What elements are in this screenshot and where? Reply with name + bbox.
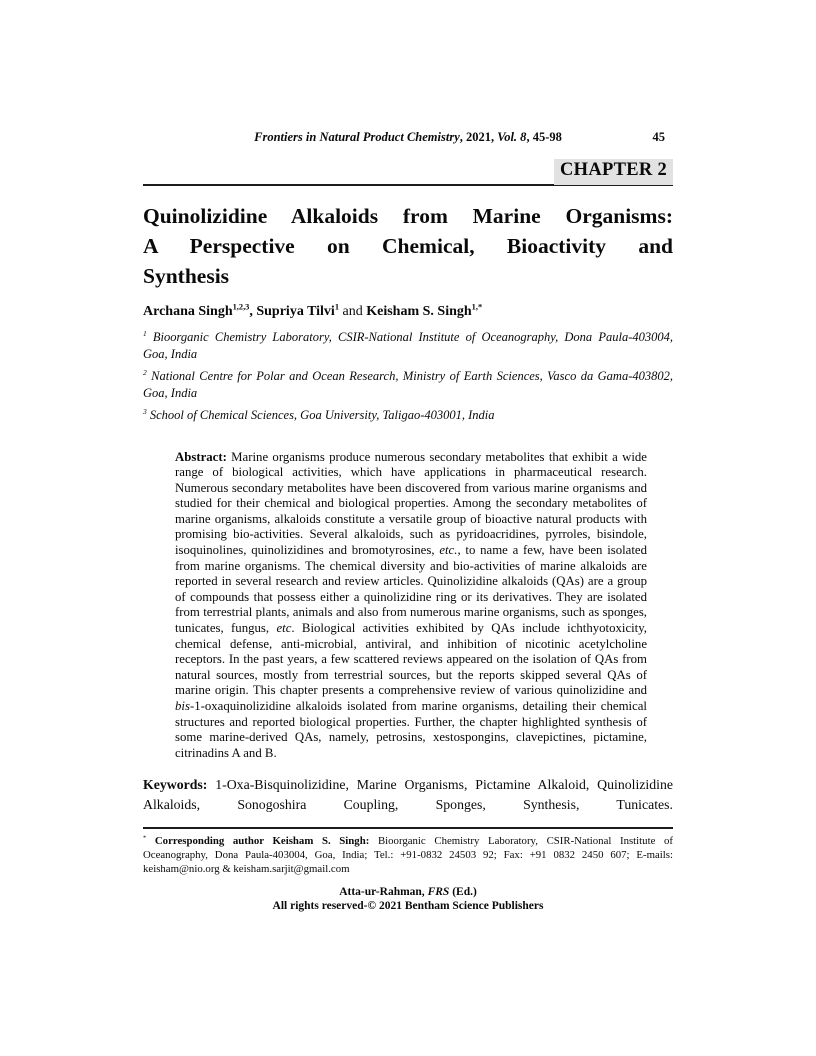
affiliation-2-text: National Centre for Polar and Ocean Research, Ministry of Earth Sciences, Vasco da Gama-403802, Goa, India [143,369,673,400]
keywords-text: 1-Oxa-Bisquinolizidine, Marine Organisms, Pictamine Alkaloid, Quinolizidine Alkaloids, Sonogoshira Coupling, Sponges, Synthesis, Tunicates. [143,777,673,813]
affiliation-3-marker: 3 [143,406,147,416]
keywords-label: Keywords: [143,777,208,793]
running-header [143,130,673,146]
abstract-text-2: , to name a few, have been isolated from marine organisms. The chemical diversity and bio-activities of marine alkaloids are reported in several research and review articles. Quinolizidine alkaloids (QAs) are a group of compounds that possess either a quinolizidine ring or its derivatives. They are isolated from terrestrial plants, animals and also from numerous marine organisms, such as sponges, tunicates, fungus, [175,543,647,636]
editor-name: Atta-ur-Rahman, [339,886,428,899]
affiliation-2-marker: 2 [143,367,147,377]
abstract-italic-etc-2: etc [276,621,292,636]
header-rule [143,159,673,186]
affiliation-2 [143,368,673,401]
author-name-2: Supriya Tilvi [256,304,335,319]
journal-volume: Vol. 8 [497,130,527,144]
chapter-title [143,201,673,291]
author-2-affil-marks: 1 [334,302,340,312]
author-separator: , [249,304,257,319]
affiliations [143,329,673,424]
chapter-title-line-2: A Perspective on Chemical, Bioactivity and [143,234,673,258]
author-name-3: Keisham S. Singh [366,304,472,319]
abstract-text-4: -1-oxaquinolizidine alkaloids isolated from marine organisms, detailing their chemical structures and reported biological properties. Further, the chapter highlighted synthesis of some marine-derived QAs, namely, petrosins, xestospongins, clavepictines, pictamine, citrinadins A and B. [175,699,647,760]
chapter-badge: CHAPTER 2 [554,159,673,185]
editor-frs: FRS [427,886,450,899]
chapter-title-line-3: Synthesis [143,264,230,288]
copyright-line: All rights reserved-© 2021 Bentham Science Publishers [272,900,544,913]
journal-pages: , 45-98 [526,130,562,144]
affiliation-1-text: Bioorganic Chemistry Laboratory, CSIR-National Institute of Oceanography, Dona Paula-403004, Goa, India [143,330,673,361]
abstract [175,450,647,762]
author-3-affil-marks: 1,* [471,302,483,312]
abstract-text-1: Marine organisms produce numerous secondary metabolites that exhibit a wide range of biological activities, which have applications in pharmaceutical research. Numerous secondary metabolites have been discovered from various marine organisms and studied for their chemical and biological properties. Among the secondary metabolites of marine organisms, alkaloids constitute a versatile group of bioactive natural products with promising bio-activities. Several alkaloids, such as pyridoacridines, pyrroles, bisindole, isoquinolines, quinolizidines and bromotyrosines, [175,449,647,558]
abstract-italic-bis: bis [175,699,190,713]
abstract-text-3: . Biological activities exhibited by QAs include ichthyotoxicity, chemical defense, anti-microbial, antiviral, and inhibition of nicotinic acetylcholine receptors. In the past years, a few scattered reviews appeared on the isolation of QAs from natural sources, mostly from terrestrial sources, but the reports skipped several QAs of marine origin. This chapter presents a comprehensive review of various quinolizidine and [175,621,648,698]
affiliation-1 [143,329,673,362]
page-number: 45 [652,130,665,144]
affiliation-1-marker: 1 [143,328,147,338]
journal-year: , 2021, [459,130,498,144]
author-1-affil-marks: 1,2,3 [232,302,250,312]
editor-suffix: (Ed.) [449,886,477,899]
imprint-footer [143,885,673,913]
keywords [143,775,673,815]
footnote-asterisk: * [143,834,147,842]
author-name-1: Archana Singh [143,304,233,319]
author-conjunction: and [339,304,367,319]
editor-line [143,885,673,899]
footnote-label: Corresponding author Keisham S. Singh: [146,835,370,848]
affiliation-3-text: School of Chemical Sciences, Goa University, Taligao-403001, India [146,408,495,422]
abstract-label: Abstract: [175,449,227,464]
corresponding-author-footnote [143,827,673,876]
footnote-text: Bioorganic Chemistry Laboratory, CSIR-National Institute of Oceanography, Dona Paula-403004, Goa, India; Tel.: +91-0832 24503 92; Fax: +91 0832 2450 607; E-mails: keisham@nio.org & keisham.sarjit@gmail.com [143,835,674,875]
chapter-title-line-1: Quinolizidine Alkaloids from Marine Organisms: [143,204,673,228]
journal-title: Frontiers in Natural Product Chemistry [254,130,460,144]
affiliation-3 [143,407,673,424]
abstract-italic-etc-1: etc. [439,543,458,558]
authors-line [143,304,673,320]
